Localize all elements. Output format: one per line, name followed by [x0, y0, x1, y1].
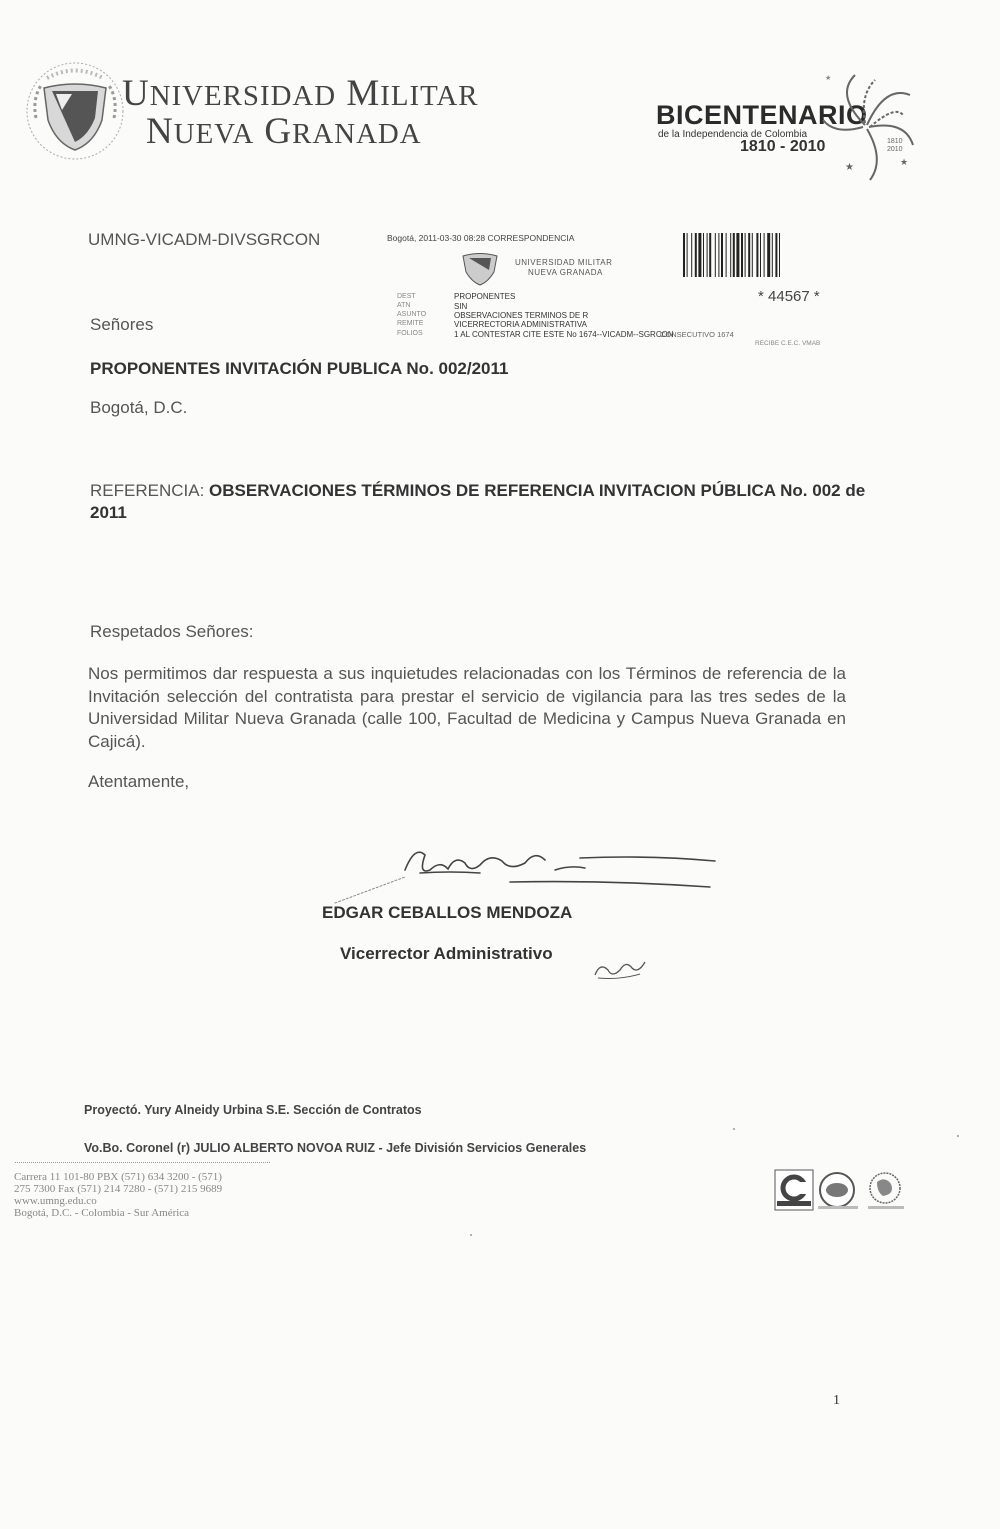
barcode-bar [741, 233, 743, 277]
stamp-value-remite: VICERRECTORIA ADMINISTRATIVA [454, 320, 587, 329]
barcode-bar [683, 233, 685, 277]
svg-text:★: ★ [900, 157, 909, 167]
prepared-by: Proyectó. Yury Alneidy Urbina S.E. Sección de Contratos [84, 1103, 422, 1117]
salutation: Respetados Señores: [90, 622, 254, 641]
scan-speck [957, 1135, 959, 1137]
barcode-bar [726, 233, 727, 277]
barcode-bar [718, 233, 719, 277]
barcode-bar [707, 233, 708, 277]
reference-label: REFERENCIA: [90, 481, 205, 500]
footer-divider [15, 1162, 270, 1163]
page-number: 1 [833, 1393, 840, 1408]
barcode-bar [745, 233, 746, 277]
footer-contact-block [14, 1171, 222, 1219]
closing: Atentamente, [88, 772, 190, 791]
barcode-bar [709, 233, 711, 277]
svg-text:1810: 1810 [887, 138, 903, 145]
barcode-bar [767, 233, 770, 277]
approved-by: Vo.Bo. Coronel (r) JULIO ALBERTO NOVOA RUIZ - Jefe División Servicios Generales [84, 1141, 587, 1155]
barcode-bar [687, 233, 688, 277]
subject-reference [90, 480, 870, 524]
recipients: PROPONENTES INVITACIÓN PUBLICA No. 002/2011 [90, 359, 509, 378]
bicentenario-subtitle: de la Independencia de Colombia [658, 129, 807, 140]
handwritten-initials [590, 950, 652, 985]
stamp-consecutivo: CONSECUTIVO 1674 [660, 330, 734, 339]
barcode-bar [733, 233, 735, 277]
stamp-value-folios: 1 AL CONTESTAR CITE ESTE No 1674--VICADM--SGRCON [454, 330, 674, 339]
stamp-date-line: Bogotá, 2011-03-30 08:28 CORRESPONDENCIA [387, 233, 575, 243]
contact-line-website: www.umng.edu.co [14, 1195, 97, 1207]
reference-text: OBSERVACIONES TÉRMINOS DE REFERENCIA INVITACION PÚBLICA No. 002 de 2011 [90, 481, 866, 522]
greeting-to: Señores [90, 315, 154, 334]
svg-text:2010: 2010 [887, 146, 903, 153]
barcode-bar [752, 233, 753, 277]
barcode-icon [683, 233, 829, 277]
reference-code: UMNG-VICADM-DIVSGRCON [88, 230, 321, 249]
stamp-label-asunto: ASUNTO [397, 311, 427, 318]
svg-text:★: ★ [845, 162, 854, 173]
stamp-value-atn: SIN [454, 302, 468, 311]
barcode-bar [756, 233, 758, 277]
contact-line-city: Bogotá, D.C. - Colombia - Sur América [14, 1207, 190, 1219]
barcode-bar [779, 233, 780, 277]
stamp-label-dest: DEST [397, 293, 416, 300]
university-name-line1: UNIVERSIDAD MILITAR [122, 73, 479, 114]
bicentenario-years: 1810 - 2010 [740, 138, 826, 155]
barcode-bar [730, 233, 731, 277]
signer-title: Vicerrector Administrativo [340, 944, 553, 963]
barcode-bar [764, 233, 765, 277]
barcode-bar [772, 233, 773, 277]
stamp-value-asunto: OBSERVACIONES TERMINOS DE R [454, 311, 589, 320]
stamp-label-remite: REMITE [397, 320, 424, 327]
stamp-label-folios: FOLIOS [397, 330, 423, 337]
barcode-bar [775, 233, 777, 277]
barcode-bar [695, 233, 697, 277]
stamp-university-line2: NUEVA GRANADA [528, 268, 603, 277]
barcode-bar [760, 233, 761, 277]
barcode-bar [691, 233, 692, 277]
barcode-bar [736, 233, 739, 277]
stamp-university-logo [455, 248, 505, 288]
barcode-bar [748, 233, 750, 277]
barcode-number: * 44567 * [758, 288, 820, 305]
stamp-received-by: RECIBE C.E.C. VMAB [755, 340, 821, 347]
stamp-label-atn: ATN [397, 302, 411, 309]
scan-speck [470, 1234, 472, 1236]
body-paragraph: Nos permitimos dar respuesta a sus inquietudes relacionadas con los Términos de referencia de la Invitación selección del contratista para prestar el servicio de vigilancia para las tres sedes de la Universidad Militar Nueva Granada (calle 100, Facultad de Medicina y Campus Nueva Granada en Cajicá). [88, 664, 846, 751]
contact-line-address: Carrera 11 101-80 PBX (571) 634 3200 - (571) [14, 1171, 222, 1183]
bicentenario-swirl-icon [815, 65, 915, 185]
handwritten-signature [330, 835, 730, 905]
university-name-line2: NUEVA GRANADA [146, 111, 422, 152]
contact-line-phones: 275 7300 Fax (571) 214 7280 - (571) 215 9689 [14, 1183, 223, 1195]
certification-logos [773, 1168, 908, 1214]
bicentenario-title: BICENTENARIO [656, 100, 868, 130]
city: Bogotá, D.C. [90, 398, 188, 417]
svg-text:★: ★ [825, 75, 832, 82]
barcode-bar [721, 233, 723, 277]
barcode-bar [703, 233, 704, 277]
stamp-value-dest: PROPONENTES [454, 292, 516, 301]
barcode-bar [715, 233, 716, 277]
signer-name: EDGAR CEBALLOS MENDOZA [322, 903, 573, 922]
university-shield-logo [22, 58, 128, 164]
scan-speck [733, 1128, 735, 1130]
barcode-bar [698, 233, 701, 277]
stamp-university-line1: UNIVERSIDAD MILITAR [515, 258, 613, 267]
